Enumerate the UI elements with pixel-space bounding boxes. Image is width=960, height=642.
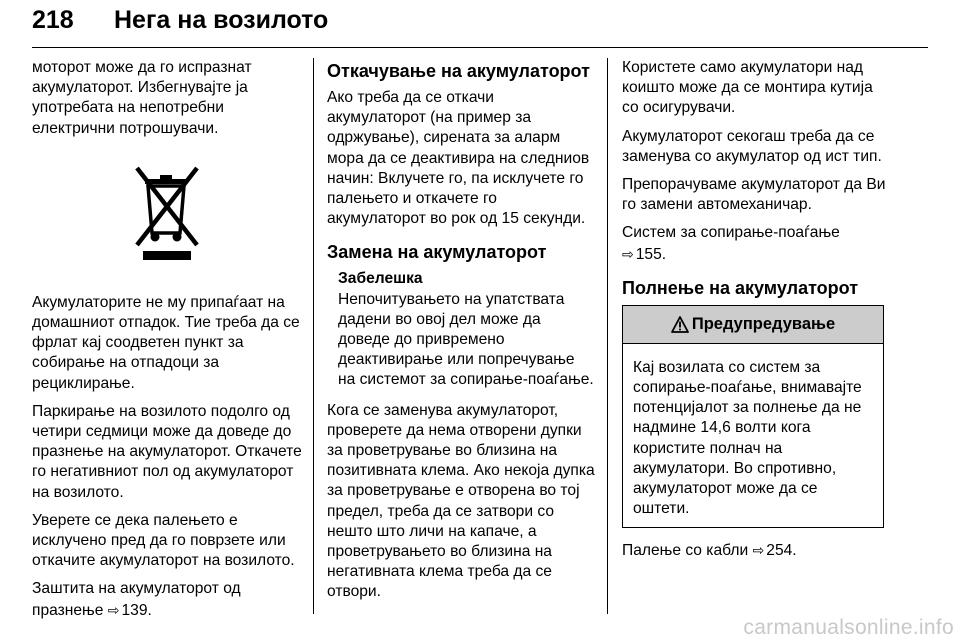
paragraph: Акумулаторите не му припаѓаат на домашниот отпадок. Тие треба да се фрлат кај соодветен пункт за собирање на отпадоци за рециклирање. <box>32 293 300 392</box>
page-reference-arrow-icon: ⇨ <box>622 245 634 262</box>
paragraph <box>622 540 888 561</box>
page-reference-arrow-icon: ⇨ <box>107 601 120 618</box>
paragraph: Паркирање на возилото подолго од четири седмици може да доведе до празнење на акумулаторот. Откачете го негативниот пол од акумулаторот на возилото. <box>32 402 302 501</box>
paragraph-text: Заштита на акумулаторот од празнење <box>32 580 241 619</box>
heading: Откачување на акумулаторот <box>327 61 590 81</box>
paragraph: Кога се заменува акумулаторот, проверете да нема отворени дупки за проветрување во близина на позитивната клема. Ако некоја дупка за проветрување е отворена во тој предел, треба да се затвори со нешто што личи на капаче, а проветрувањето во близина на негативната клема треба да се отвори. <box>327 401 595 601</box>
warning-title: Предупредување <box>691 315 836 334</box>
section-title: Нега на возилото <box>114 6 329 34</box>
heading: Замена на акумулаторот <box>327 242 547 263</box>
page-header <box>32 4 928 48</box>
paragraph: Препорачуваме акумулаторот да Ви го замени автомеханичар. <box>622 176 886 214</box>
crossed-out-wheelie-bin-icon <box>133 165 201 263</box>
paragraph: Користете само акумулатори над коишто може да се монтира кутија со осигурувачи. <box>622 59 873 117</box>
page-reference[interactable]: 139. <box>121 601 152 619</box>
note-title: Забелешка <box>338 270 423 288</box>
warning-body: Кај возилата со систем за сопирање-поаѓање, внимавајте потенцијалот за полнење да не надмине 14,6 волти кога користите полнач на акумулатори. Во спротивно, акумулаторот може да се оштети. <box>633 358 862 518</box>
page-reference[interactable]: 155. <box>635 245 667 263</box>
column-1 <box>32 58 302 629</box>
paragraph: моторот може да го испразнат акумулаторот. Избегнувајте ја употребата на непотребни електрични потрошувачи. <box>32 59 252 137</box>
paragraph: Акумулаторот секогаш треба да се заменува со акумулатор од ист тип. <box>622 127 882 165</box>
note-body: Непочитувањето на упатствата дадени во овој дел може да доведе до привремено деактивирање или попречување на системот за сопирање-поаѓање. <box>338 290 594 389</box>
paragraph: Ако треба да се откачи акумулаторот (на пример за одржување), сирената за аларм мора да се деактивира на следниов начин: Вклучете го, па исклучете го палењето и откачете го акумулаторот во рок од 15 секунди. <box>327 89 590 228</box>
column-2 <box>327 58 595 611</box>
paragraph <box>622 223 888 264</box>
page-reference[interactable]: 254. <box>766 542 797 560</box>
warning-box <box>622 305 884 529</box>
paragraph-text: Палење со кабли <box>622 542 749 560</box>
paragraph: Уверете се дека палењето е исклучено пред да го поврзете или откачите акумулаторот на возилото. <box>32 511 295 570</box>
watermark: carmanualsonline.info <box>743 616 954 639</box>
note-block <box>327 269 595 390</box>
column-divider <box>313 58 314 614</box>
column-3 <box>622 58 888 570</box>
warning-header <box>623 306 883 344</box>
paragraph-text: Систем за сопирање-поаѓање <box>622 224 840 242</box>
paragraph <box>32 579 302 620</box>
warning-triangle-icon <box>671 316 689 333</box>
column-divider <box>607 58 608 614</box>
heading: Полнење на акумулаторот <box>622 277 859 298</box>
page-number: 218 <box>32 6 74 34</box>
page-reference-arrow-icon: ⇨ <box>752 542 765 559</box>
